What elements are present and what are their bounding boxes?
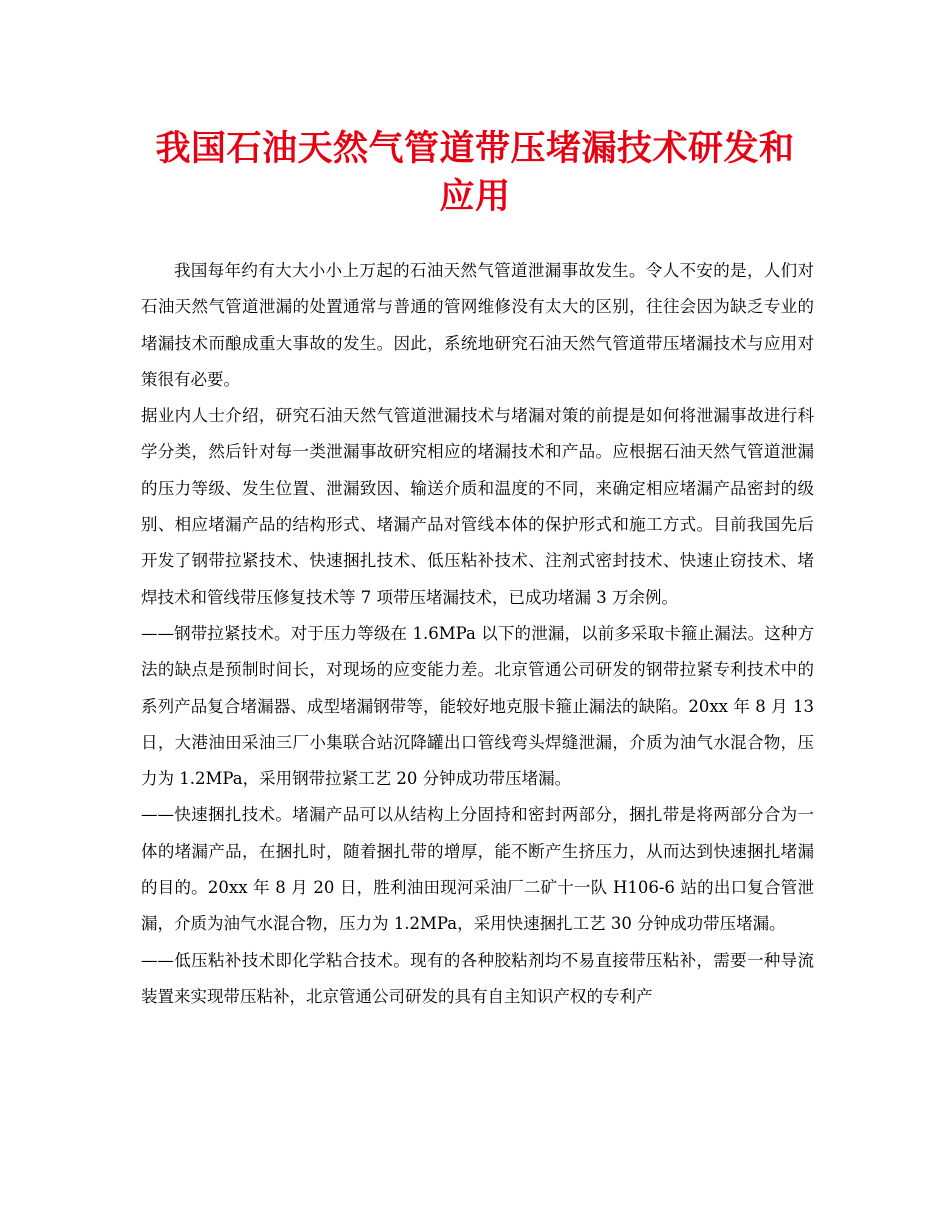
- paragraph-low-pressure-bonding: ——低压粘补技术即化学粘合技术。现有的各种胶粘剂均不易直接带压粘补，需要一种导流装置来实现带压粘补，北京管通公司研发的具有自主知识产权的专利产: [141, 950, 814, 1006]
- document-body: [141, 253, 814, 1015]
- paragraph-quick-binding: ——快速捆扎技术。堵漏产品可以从结构上分固持和密封两部分，捆扎带是将两部分合为一体的堵漏产品，在捆扎时，随着捆扎带的增厚，能不断产生挤压力，从而达到快速捆扎堵漏的目的。20xx 年 8 月 20 日，胜利油田现河采油厂二矿十一队 H106-6 站的出口复合管泄漏，介质为油气水混合物，压力为 1.2MPa，采用快速捆扎工艺 30 分钟成功带压堵漏。: [141, 805, 814, 934]
- document-title: 我国石油天然气管道带压堵漏技术研发和应用: [155, 128, 795, 217]
- paragraph-steel-band: ——钢带拉紧技术。对于压力等级在 1.6MPa 以下的泄漏，以前多采取卡箍止漏法。这种方法的缺点是预制时间长，对现场的应变能力差。北京管通公司研发的钢带拉紧专利技术中的系列产品复合堵漏器、成型堵漏钢带等，能较好地克服卡箍止漏法的缺陷。20xx 年 8 月 13 日，大港油田采油三厂小集联合站沉降罐出口管线弯头焊缝泄漏，介质为油气水混合物，压力为 1.2MPa，采用钢带拉紧工艺 20 分钟成功带压堵漏。: [141, 623, 814, 789]
- paragraph-intro: 我国每年约有大大小小上万起的石油天然气管道泄漏事故发生。令人不安的是，人们对石油天然气管道泄漏的处置通常与普通的管网维修没有太大的区别，往往会因为缺乏专业的堵漏技术而酿成重大事故的发生。因此，系统地研究石油天然气管道带压堵漏技术与应用对策很有必要。: [141, 261, 814, 389]
- paragraph-overview: 据业内人士介绍，研究石油天然气管道泄漏技术与堵漏对策的前提是如何将泄漏事故进行科学分类，然后针对每一类泄漏事故研究相应的堵漏技术和产品。应根据石油天然气管道泄漏的压力等级、发生位置、泄漏致因、输送介质和温度的不同，来确定相应堵漏产品密封的级别、相应堵漏产品的结构形式、堵漏产品对管线本体的保护形式和施工方式。目前我国先后开发了钢带拉紧技术、快速捆扎技术、低压粘补技术、注剂式密封技术、快速止窃技术、堵焊技术和管线带压修复技术等 7 项带压堵漏技术，已成功堵漏 3 万余例。: [141, 406, 814, 607]
